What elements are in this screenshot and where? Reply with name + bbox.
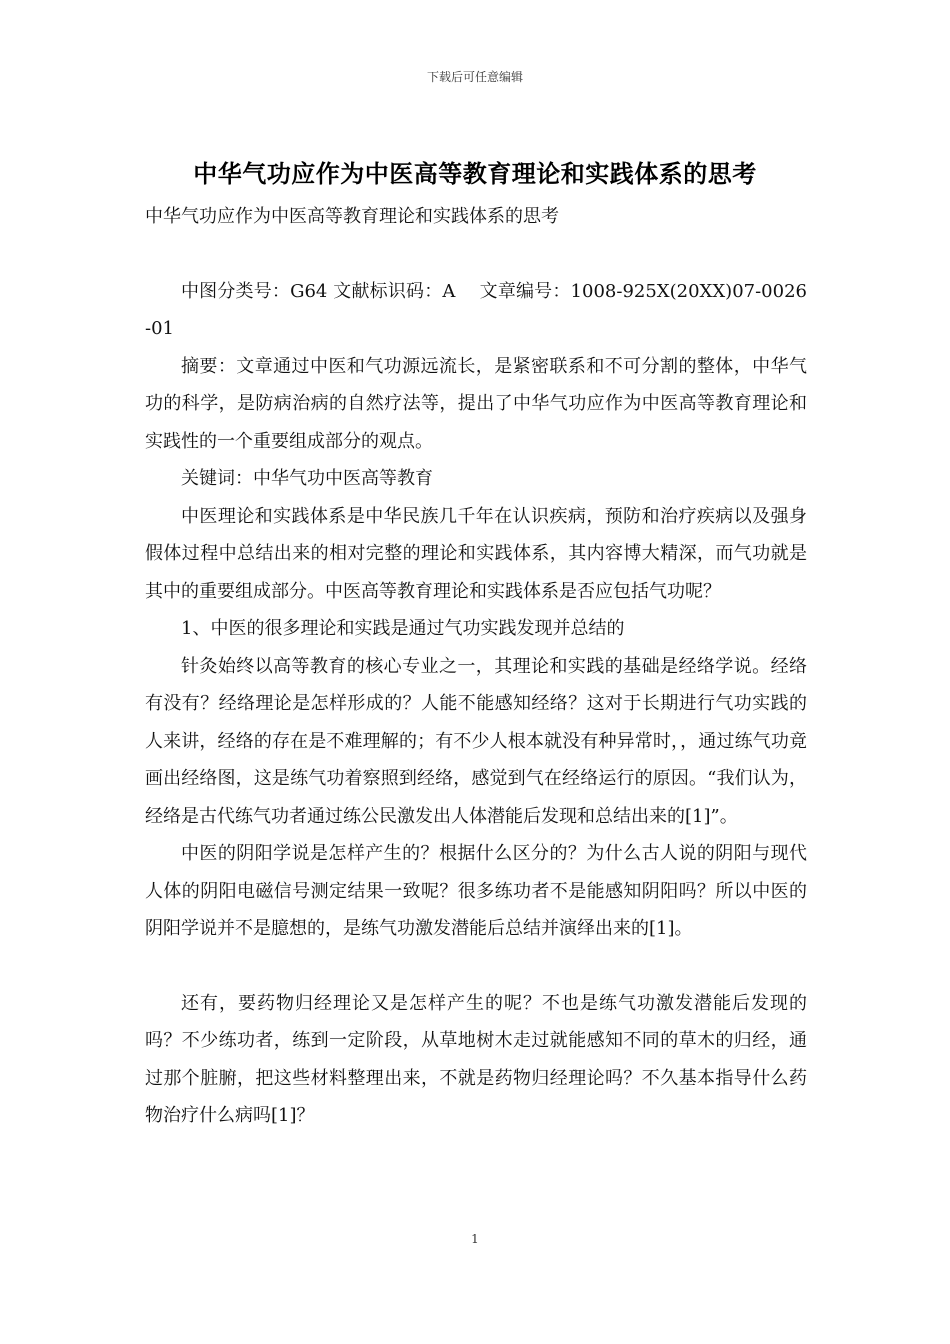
keywords-line: 关键词：中华气功中医高等教育 [181,468,433,489]
document-subtitle: 中华气功应作为中医高等教育理论和实践体系的思考 [145,206,559,227]
body-paragraph: 中医的阴阳学说是怎样产生的？根据什么区分的？为什么古人说的阴阳与现代人体的阴阳电磁信号测定结果一致呢？很多练功者不是能感知阴阳吗？所以中医的阴阳学说并不是臆想的，是练气功激发潜能后总结并演绎出来的[1]。 [145,843,807,939]
section-heading: 1、中医的很多理论和实践是通过气功实践发现并总结的 [181,618,625,639]
body-paragraph: 针灸始终以高等教育的核心专业之一，其理论和实践的基础是经络学说。经络有没有？经络理论是怎样形成的？人能不能感知经络？这对于长期进行气功实践的人来讲，经络的存在是不难理解的；有不少人根本就没有种异常时，，通过练气功竟画出经络图，这是练气功着察照到经络，感觉到气在经络运行的原因。“我们认为，经络是古代练气功者通过练公民激发出人体潜能后发现和总结出来的[1]”。 [145,655,807,827]
page-number: 1 [471,1232,479,1246]
body-paragraph: 中医理论和实践体系是中华民族几千年在认识疾病，预防和治疗疾病以及强身假体过程中总结出来的相对完整的理论和实践体系，其内容博大精深，而气功就是其中的重要组成部分。中医高等教育理论和实践体系是否应包括气功呢？ [145,505,807,602]
document-body [145,198,807,1135]
classification-line: 中图分类号：G64 文献标识码：A 文章编号：1008-925X(20XX)07-0026-01 [145,280,807,339]
header-note: 下载后可任意编辑 [426,70,523,84]
document-title: 中华气功应作为中医高等教育理论和实践体系的思考 [193,159,757,188]
abstract-paragraph: 摘要：文章通过中医和气功源远流长，是紧密联系和不可分割的整体，中华气功的科学，是防病治病的自然疗法等，提出了中华气功应作为中医高等教育理论和实践性的一个重要组成部分的观点。 [145,355,807,452]
body-paragraph: 还有，要药物归经理论又是怎样产生的呢？不也是练气功激发潜能后发现的吗？不少练功者，练到一定阶段，从草地树木走过就能感知不同的草木的归经，通过那个脏腑，把这些材料整理出来，不就是药物归经理论吗？不久基本指导什么药物治疗什么病吗[1]？ [145,992,807,1126]
